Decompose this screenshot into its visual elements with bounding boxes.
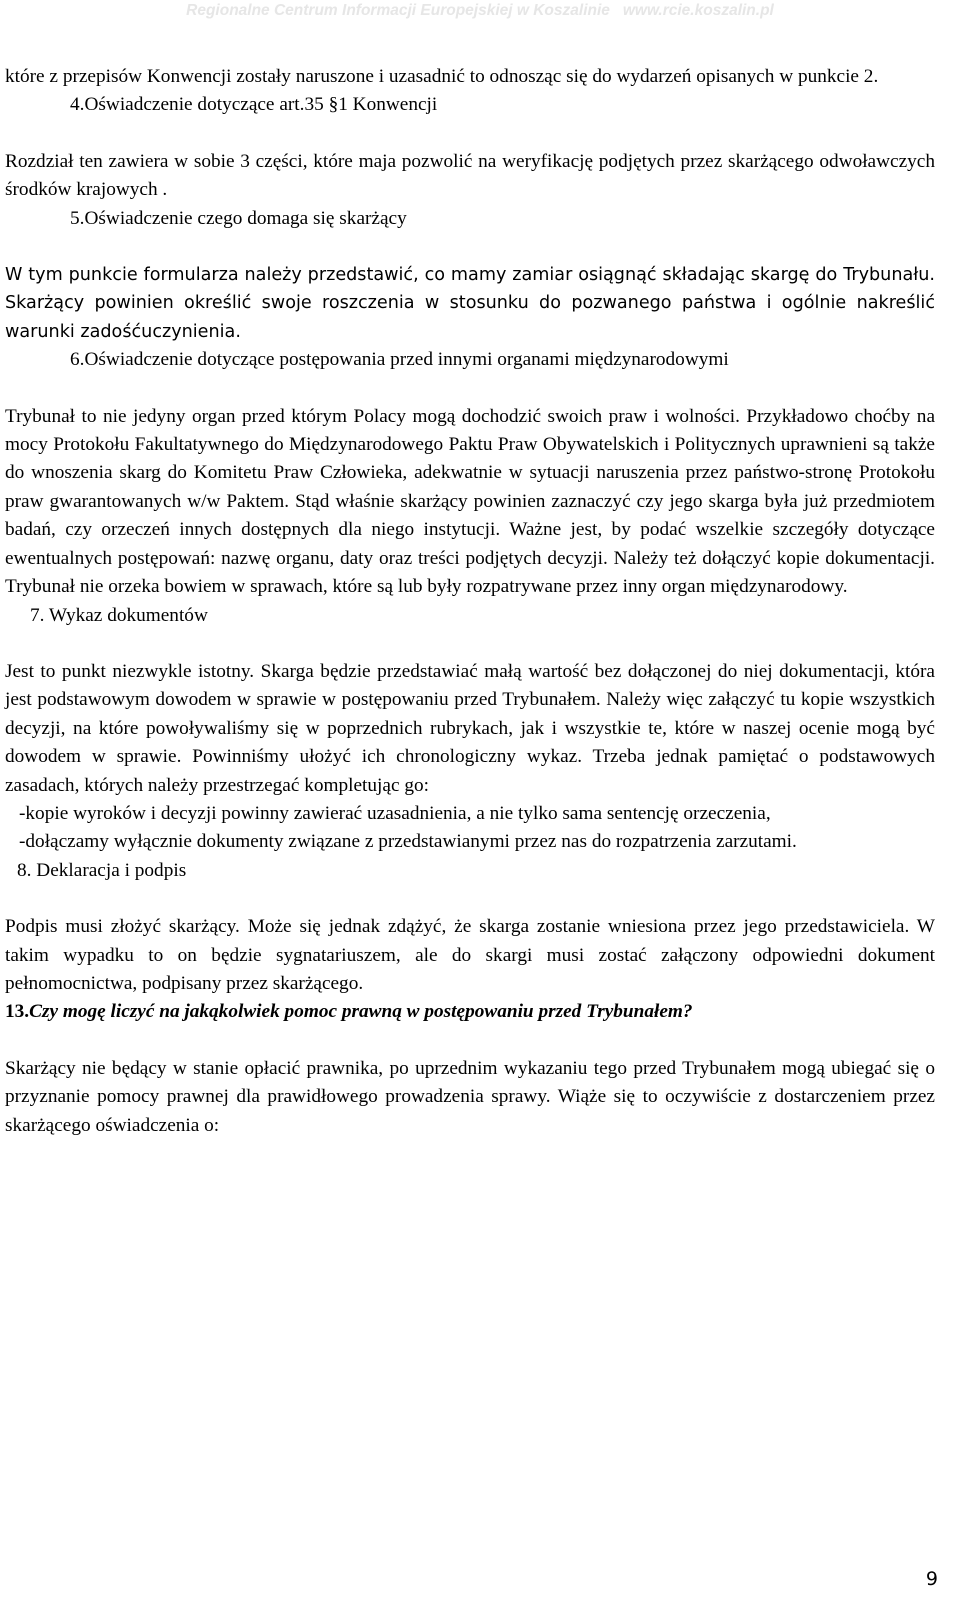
question-13-number: 13. <box>5 1001 30 1023</box>
section-5-number: 5. <box>70 207 85 229</box>
section-6-heading <box>5 346 935 374</box>
section-8-body: Podpis musi złożyć skarżący. Może się jednak zdążyć, że skarga zostanie wniesiona przez jego przedstawiciela. W takim wypadku to on będzie sygnatariuszem, ale do skargi musi zostać załączony odpowiedni dokument pełnomocnictwa, podpisany przez skarżącego. <box>5 916 935 994</box>
section-6-number: 6. <box>70 349 85 371</box>
section-4-body: Rozdział ten zawiera w sobie 3 części, które maja pozwolić na weryfikację podjętych przez skarżącego odwoławczych środków krajowych . <box>5 150 935 201</box>
section-6-body: Trybunał to nie jedyny organ przed którym Polacy mogą dochodzić swoich praw i wolności. Przykładowo choćby na mocy Protokołu Fakultatywnego do Międzynarodowego Paktu Praw Obywatelskich i Politycznych uprawnieni są także do wnoszenia skarg do Komitetu Praw Człowieka, adekwatnie w sytuacji naruszenia przez państwo-stronę Protokołu praw gwarantowanych w/w Paktem. Stąd właśnie skarżący powinien zaznaczyć czy jego skarga była już przedmiotem badań, czy orzeczeń innych dostępnych dla niego instytucji. Ważne jest, by podać wszelkie szczegóły dotyczące ewentualnych postępowań: nazwę organu, daty oraz treści podjętych decyzji. Należy też dołączyć kopie dokumentacji. Trybunał nie orzeka bowiem w sprawach, które są lub były rozpatrywane przez inny organ międzynarodowy. <box>5 405 935 598</box>
section-7-item-2: -dołączamy wyłącznie dokumenty związane z przedstawianymi przez nas do rozpatrzenia zarzutami. <box>19 831 797 853</box>
page-number: 9 <box>925 1568 938 1590</box>
question-13-body: Skarżący nie będący w stanie opłacić prawnika, po uprzednim wykazaniu tego przed Trybunałem mogą ubiegać się o przyznanie pomocy prawnej dla prawidłowego prowadzenia sprawy. Wiąże się to oczywiście z dostarczeniem przez skarżącego oświadczenia o: <box>5 1057 935 1136</box>
section-5-body: W tym punkcie formularza należy przedstawić, co mamy zamiar osiągnąć składając skargę do Trybunału. Skarżący powinien określić swoje roszczenia w stosunku do pozwanego państwa i ogólnie nakreślić warunki zadośćuczynienia. <box>5 265 935 342</box>
section-4-title: Oświadczenie dotyczące art.35 §1 Konwencji <box>84 94 438 116</box>
section-4-heading <box>5 91 935 119</box>
section-7-body: Jest to punkt niezwykle istotny. Skarga będzie przedstawiać małą wartość bez dołączonej do niej dokumentacji, która jest podstawowym dowodem w sprawie w postępowaniu przed Trybunałem. Należy więc załączyć tu kopie wszystkich decyzji, na które powoływaliśmy się w poprzednich rubrykach, jak i wszystkie te, które w naszej ocenie mogą być dowodem w sprawie. Powinniśmy ułożyć ich chronologiczny wykaz. Trzeba jednak pamiętać o podstawowych zasadach, których należy przestrzegać kompletując go: <box>5 660 935 796</box>
question-13-heading <box>5 998 935 1026</box>
section-8-heading: 8. Deklaracja i podpis <box>17 859 187 881</box>
section-6-title: Oświadczenie dotyczące postępowania przed innymi organami międzynarodowymi <box>84 349 729 371</box>
section-7-item-1: -kopie wyroków i decyzji powinny zawierać uzasadnienia, a nie tylko sama sentencję orzeczenia, <box>19 802 771 824</box>
document-body <box>5 63 935 1140</box>
header-text <box>0 0 960 22</box>
section-7-heading: 7. Wykaz dokumentów <box>30 604 208 626</box>
header-url: www.rcie.koszalin.pl <box>622 2 774 19</box>
section-4-number: 4. <box>70 94 85 116</box>
intro-paragraph: które z przepisów Konwencji zostały naruszone i uzasadnić to odnosząc się do wydarzeń opisanych w punkcie 2. <box>5 66 879 87</box>
section-5-heading <box>5 205 935 233</box>
section-5-title: Oświadczenie czego domaga się skarżący <box>84 207 407 229</box>
header-org: Regionalne Centrum Informacji Europejskiej w Koszalinie <box>186 2 610 19</box>
page-header <box>0 0 960 24</box>
question-13-text: Czy mogę liczyć na jakąkolwiek pomoc prawną w postępowaniu przed Trybunałem? <box>29 1001 693 1023</box>
